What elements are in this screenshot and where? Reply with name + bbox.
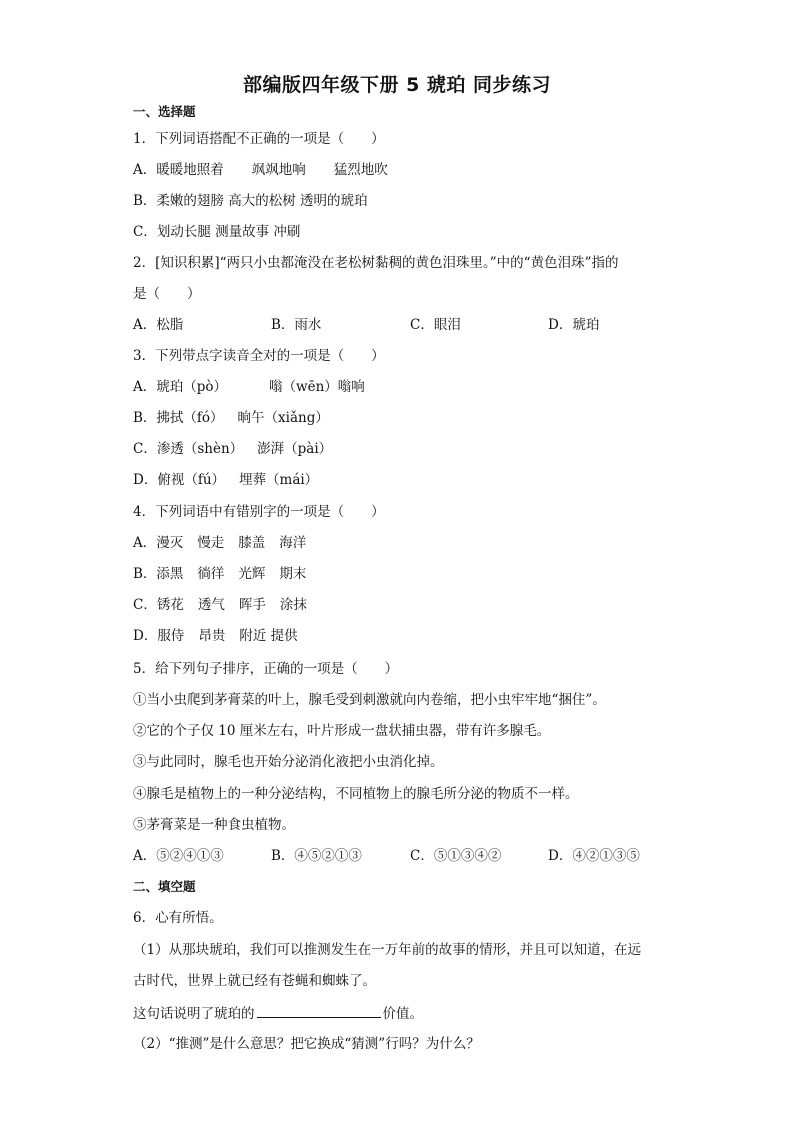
word: C．锈花: [133, 597, 184, 613]
answer-blank[interactable]: [257, 1003, 381, 1018]
option-a-label: A．暖暖地照着: [133, 162, 224, 178]
word: 海洋: [279, 535, 307, 551]
worksheet-title: 部编版四年级下册 5 琥珀 同步练习: [242, 74, 552, 96]
question-6-part-1-line-2: 古时代，世界上就已经有苍蝇和蜘蛛了。: [133, 973, 376, 989]
word: B．添黑: [133, 566, 184, 582]
option-a-word-3: 猛烈地吹: [333, 162, 388, 178]
question-5-sentence-5: ⑤茅膏菜是一种食虫植物。: [133, 817, 295, 833]
question-2-option-c: C．眼泪: [410, 317, 461, 333]
word: A．漫灭: [133, 535, 184, 551]
word: 涂抹: [279, 597, 307, 613]
question-4-stem: 4．下列词语中有错别字的一项是（ ）: [133, 504, 385, 520]
option-b-part-2: 晌午（xiǎng）: [237, 410, 329, 426]
question-6-part-1-line-3: [133, 1003, 423, 1023]
question-4-option-b: [133, 565, 306, 583]
question-2-stem-line-2: 是（ ）: [133, 286, 201, 302]
question-4-option-d: [133, 627, 298, 645]
question-5-sentence-1: ①当小虫爬到茅膏菜的叶上，腺毛受到刺激就向内卷缩，把小虫牢牢地“捆住”。: [133, 692, 606, 708]
question-5-option-c: C．⑤①③④②: [410, 848, 502, 864]
question-6-part-1-line-1: （1）从那块琥珀，我们可以推测发生在一万年前的故事的情形，并且可以知道，在远: [133, 942, 642, 958]
word: 透气: [197, 597, 225, 613]
question-5-sentence-4: ④腺毛是植物上的一种分泌结构，不同植物上的腺毛所分泌的物质不一样。: [133, 786, 579, 802]
question-1-option-a: [133, 161, 388, 179]
word: 徜徉: [197, 566, 225, 582]
question-4-option-c: [133, 596, 307, 614]
option-a-part-2: 嗡（wēn）嗡响: [269, 379, 365, 395]
option-b-part-1: B．拂拭（fó）: [133, 410, 224, 426]
section-heading-choice: 一、选择题: [133, 104, 196, 119]
question-1-option-b: B．柔嫩的翅膀 高大的松树 透明的琥珀: [133, 193, 368, 209]
question-5-option-d: D．④②①③⑤: [548, 848, 640, 864]
section-heading-fill: 二、填空题: [133, 879, 196, 894]
question-6-part-2: （2）“推测”是什么意思？把它换成“猜测”行吗？为什么？: [133, 1036, 480, 1052]
question-5-option-a: A．⑤②④①③: [133, 848, 224, 864]
word: 期末: [279, 566, 307, 582]
question-4-option-a: [133, 534, 306, 552]
question-1-stem: 1．下列词语搭配不正确的一项是（ ）: [133, 131, 385, 147]
question-3-option-d: [133, 471, 318, 489]
word: 光辉: [238, 566, 266, 582]
question-3-stem: 3．下列带点字读音全对的一项是（ ）: [133, 348, 385, 364]
question-3-option-a: [133, 378, 365, 396]
option-c-part-2: 澎湃（pài）: [257, 441, 333, 457]
option-a-part-1: A．琥珀（pò）: [133, 379, 228, 395]
question-2-option-b: B．雨水: [271, 317, 322, 333]
question-6-stem: 6．心有所悟。: [133, 910, 223, 926]
word: 晖手: [238, 597, 266, 613]
question-2-option-d: D．琥珀: [548, 317, 600, 333]
word: 附近 提供: [239, 628, 298, 644]
question-2-option-a: A．松脂: [133, 317, 184, 333]
word: 慢走: [197, 535, 225, 551]
question-5-sentence-2: ②它的个子仅 10 厘米左右，叶片形成一盘状捕虫器，带有许多腺毛。: [133, 723, 551, 739]
question-3-option-c: [133, 440, 332, 458]
question-5-sentence-3: ③与此同时，腺毛也开始分泌消化液把小虫消化掉。: [133, 754, 444, 770]
word: D．服侍: [133, 628, 185, 644]
question-1-option-c: C．划动长腿 测量故事 冲刷: [133, 224, 301, 240]
question-5-option-b: B．④⑤②①③: [271, 848, 362, 864]
fill-prompt-before: 这句话说明了琥珀的: [133, 1006, 255, 1022]
option-a-word-2: 飒飒地响: [251, 162, 306, 178]
question-2-stem-line-1: 2．[知识积累]“两只小虫都淹没在老松树黏稠的黄色泪珠里。”中的“黄色泪珠”指的: [133, 255, 619, 271]
word: 膝盖: [238, 535, 266, 551]
option-c-part-1: C．渗透（shèn）: [133, 441, 244, 457]
question-3-option-b: [133, 409, 329, 427]
word: 昂贵: [198, 628, 226, 644]
question-5-stem: 5．给下列句子排序，正确的一项是（ ）: [133, 661, 399, 677]
option-d-part-1: D．俯视（fú）: [133, 472, 226, 488]
fill-prompt-after: 价值。: [382, 1006, 423, 1022]
option-d-part-2: 埋葬（mái）: [239, 472, 319, 488]
